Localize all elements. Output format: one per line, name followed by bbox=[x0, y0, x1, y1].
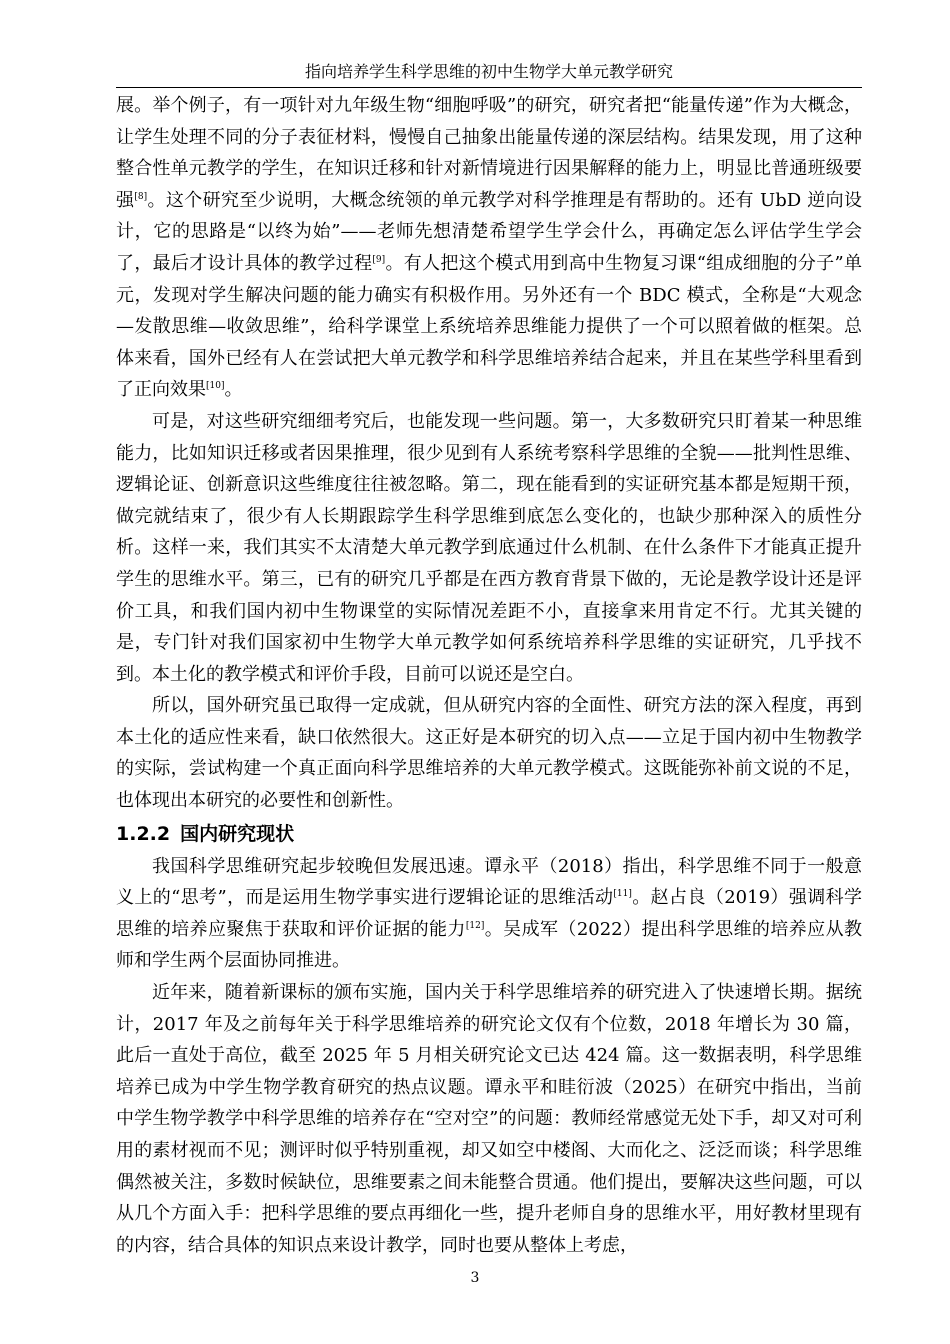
paragraph-1-text-d: 。 bbox=[224, 379, 243, 401]
citation-9: [9] bbox=[372, 254, 386, 265]
paragraph-1-text-a: 展。举个例子，有一项针对九年级生物“细胞呼吸”的研究，研究者把“能量传递”作为大概念，让学生处理不同的分子表征材料，慢慢自己抽象出能量传递的深层结构。结果发现，用了这种整合性单元教学的学生，在知识迁移和针对新情境进行因果解释的能力上，明显比普通班级要强 bbox=[116, 95, 862, 211]
page-number: 3 bbox=[470, 1270, 480, 1286]
paragraph-4 bbox=[116, 851, 862, 977]
paragraph-5: 近年来，随着新课标的颁布实施，国内关于科学思维培养的研究进入了快速增长期。据统计，2017 年及之前每年关于科学思维培养的研究论文仅有个位数，2018 年增长为 30 篇，此后一直处于高位，截至 2025 年 5 月相关研究论文已达 424 篇。这一数据表明，科学思维培养已成为中学生物学教育研究的热点议题。谭永平和眭衍波（2025）在研究中指出，当前中学生物学教学中科学思维的培养存在“空对空”的问题：教师经常感觉无处下手，却又对可利用的素材视而不见；测评时似乎特别重视，却又如空中楼阁、大而化之、泛泛而谈；科学思维偶然被关注，多数时候缺位，思维要素之间未能整合贯通。他们提出，要解决这些问题，可以从几个方面入手：把科学思维的要点再细化一些，提升老师自身的思维水平，用好教材里现有的内容，结合具体的知识点来设计教学，同时也要从整体上考虑， bbox=[116, 982, 862, 1256]
header-rule bbox=[116, 87, 862, 88]
paragraph-2: 可是，对这些研究细细考究后，也能发现一些问题。第一，大多数研究只盯着某一种思维能力，比如知识迁移或者因果推理，很少见到有人系统考察科学思维的全貌——批判性思维、逻辑论证、创新意识这些维度往往被忽略。第二，现在能看到的实证研究基本都是短期干预，做完就结束了，很少有人长期跟踪学生科学思维到底怎么变化的，也缺少那种深入的质性分析。这样一来，我们其实不太清楚大单元教学到底通过什么机制、在什么条件下才能真正提升学生的思维水平。第三，已有的研究几乎都是在西方教育背景下做的，无论是教学设计还是评价工具，和我们国内初中生物课堂的实际情况差距不小，直接拿来用肯定不行。尤其关键的是，专门针对我们国家初中生物学大单元教学如何系统培养科学思维的实证研究，几乎找不到。本土化的教学模式和评价手段，目前可以说还是空白。 bbox=[116, 410, 862, 685]
section-heading bbox=[116, 817, 862, 851]
section-title: 国内研究现状 bbox=[180, 822, 295, 845]
citation-10: [10] bbox=[206, 381, 225, 392]
paragraph-4-text-c: 。吴成军（2022）提出科学思维的培养应从教师和学生两个层面协同推进。 bbox=[116, 918, 863, 972]
paragraph-1 bbox=[116, 90, 862, 406]
paragraph-4-text-a: 我国科学思维研究起步较晚但发展迅速。谭永平（2018）指出，科学思维不同于一般意义上的“思考”，而是运用生物学事实进行逻辑论证的思维活动 bbox=[116, 855, 862, 909]
paragraph-4-text-b: 。赵占良（2019）强调科学思维的培养应聚焦于获取和评价证据的能力 bbox=[116, 887, 862, 940]
section-number: 1.2.2 bbox=[116, 822, 171, 845]
body-text bbox=[116, 90, 862, 1261]
running-header: 指向培养学生科学思维的初中生物学大单元教学研究 bbox=[304, 62, 673, 81]
citation-8: [8] bbox=[134, 191, 148, 202]
citation-12: [12] bbox=[465, 920, 485, 931]
paragraph-1-text-b: 。这个研究至少说明，大概念统领的单元教学对科学推理是有帮助的。还有 UbD 逆向设计，它的思路是“以终为始”——老师先想清楚希望学生学会什么，再确定怎么评估学生学会了，最后才设计具体的教学过程 bbox=[116, 189, 862, 274]
paragraph-3: 所以，国外研究虽已取得一定成就，但从研究内容的全面性、研究方法的深入程度，再到本土化的适应性来看，缺口依然很大。这正好是本研究的切入点——立足于国内初中生物教学的实际，尝试构建一个真正面向科学思维培养的大单元教学模式。这既能弥补前文说的不足，也体现出本研究的必要性和创新性。 bbox=[116, 695, 862, 812]
citation-11: [11] bbox=[613, 889, 632, 900]
paragraph-1-text-c: 。有人把这个模式用到高中生物复习课“组成细胞的分子”单元，发现对学生解决问题的能力确实有积极作用。另外还有一个 BDC 模式，全称是“大观念—发散思维—收敛思维”，给科学课堂上系统培养思维能力提供了一个可以照着做的框架。总体来看，国外已经有人在尝试把大单元教学和科学思维培养结合起来，并且在某些学科里看到了正向效果 bbox=[116, 252, 863, 401]
